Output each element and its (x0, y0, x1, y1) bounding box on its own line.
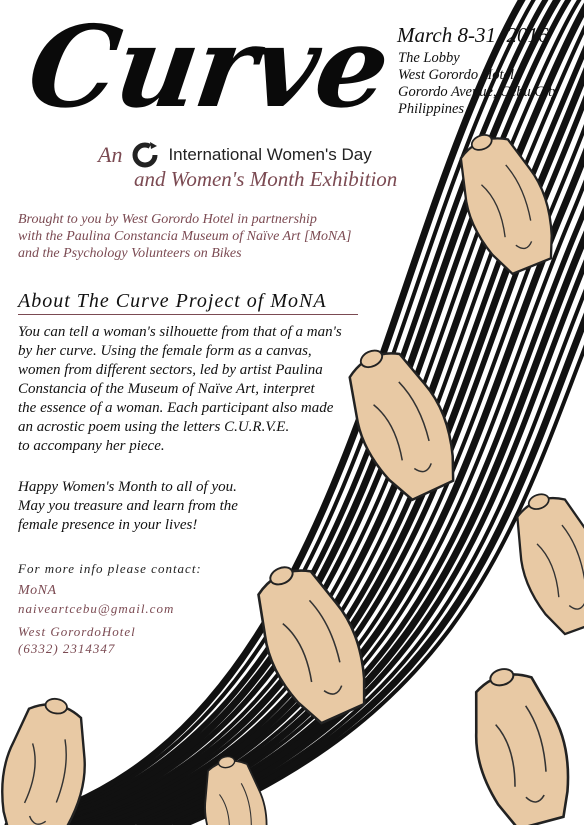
subtitle-line-2: and Women's Month Exhibition (134, 167, 398, 191)
contact-heading: For more info please contact: (18, 561, 202, 576)
partners-line: Brought to you by West Gorordo Hotel in partnership (18, 212, 317, 227)
contact-email-link[interactable]: naiveartcebu@gmail.com (18, 601, 175, 616)
venue-line: West Gorordo Hotel (398, 67, 514, 83)
event-venue (398, 50, 559, 118)
greeting-line: female presence in your lives! (18, 517, 198, 533)
subtitle-iwd: International Women's Day (168, 145, 372, 164)
about-line: to accompany her piece. (18, 438, 165, 454)
about-heading: About The Curve Project of MoNA (18, 290, 327, 312)
venue-line: Gorordo Avenue, Cebu City (398, 84, 559, 100)
venue-line: The Lobby (398, 50, 460, 66)
about-body (18, 323, 342, 456)
about-line: women from different sectors, led by artist Paulina (18, 362, 323, 378)
greeting-text (18, 478, 238, 535)
contact-org-mona: MoNA (18, 583, 57, 598)
greeting-line: Happy Women's Month to all of you. (18, 479, 237, 495)
greeting-line: May you treasure and learn from the (18, 498, 238, 514)
about-line: the essence of a woman. Each participant also made (18, 400, 334, 416)
venue-line: Philippines (398, 101, 465, 117)
about-line: an acrostic poem using the letters C.U.R.V.E. (18, 419, 290, 435)
subtitle-an: An (98, 142, 123, 167)
contact-phone[interactable]: (6332) 2314347 (18, 641, 116, 656)
contact-org-hotel: West GorordoHotel (18, 624, 136, 639)
iwd-logo-icon (130, 140, 160, 170)
poster-title: Curve (20, 2, 396, 133)
about-divider (18, 314, 358, 315)
partners-line: and the Psychology Volunteers on Bikes (18, 246, 242, 261)
about-line: by her curve. Using the female form as a canvas, (18, 343, 312, 359)
about-line: Constancia of the Museum of Naïve Art, interpret (18, 381, 315, 397)
subtitle-line-1 (98, 140, 372, 170)
partners-text (18, 211, 351, 262)
partners-line: with the Paulina Constancia Museum of Naïve Art [MoNA] (18, 229, 352, 244)
event-date: March 8-31, 2016 (397, 23, 549, 47)
torso-sculpture-icon (443, 122, 567, 281)
about-line: You can tell a woman's silhouette from that of a man's (18, 324, 342, 340)
torso-sculpture-icon (458, 658, 583, 825)
